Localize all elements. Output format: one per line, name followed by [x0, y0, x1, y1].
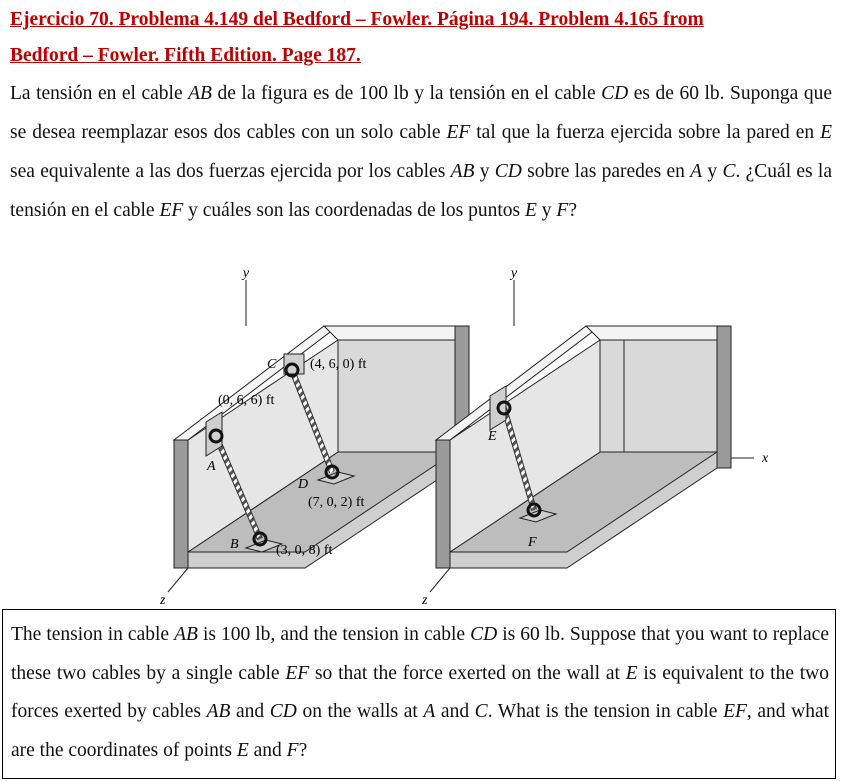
right-x-axis-label: x [762, 451, 769, 466]
problem-statement-spanish: La tensión en el cable AB de la figura es de 100 lb y la tensión en el cable CD es de 60 lb. Suponga que se desea reemplazar esos dos cables con un solo cable EF tal que la fuerza ejercida sobre la pared en E sea equivalente a las dos fuerzas ejercida por los cables AB y CD sobre las paredes en A y C. ¿Cuál es la tensión en el cable EF y cuáles son las coordenadas de los puntos E y F? [10, 83, 833, 221]
problem-statement-english-box [2, 609, 836, 779]
coord-b: (3, 0, 8) ft [276, 543, 333, 558]
right-diagram [421, 266, 769, 608]
label-d: D [298, 477, 309, 492]
label-f: F [528, 535, 537, 550]
left-z-axis [168, 568, 188, 592]
coord-c: (4, 6, 0) ft [310, 357, 367, 372]
coord-d: (7, 0, 2) ft [308, 495, 365, 510]
right-z-axis-label: z [422, 593, 428, 608]
label-e: E [488, 429, 497, 444]
label-a: A [207, 459, 216, 474]
left-z-axis-label: z [160, 593, 166, 608]
cable-wall-figure [160, 262, 769, 608]
right-z-axis [430, 568, 450, 592]
label-c: C [267, 357, 277, 372]
label-b: B [230, 537, 239, 552]
heading-line-2: Bedford – Fowler. Fifth Edition. Page 187. [10, 45, 361, 66]
heading-line-1: Ejercicio 70. Problema 4.149 del Bedford – Fowler. Página 194. Problem 4.165 from [10, 9, 704, 30]
anchor-c [284, 354, 304, 376]
problem-statement-english: The tension in cable AB is 100 lb, and the tension in cable CD is 60 lb. Suppose that you want to replace these two cables by a single cable EF so that the force exerted on the wall at E is equivalent to the two forces exerted by cables AB and CD on the walls at A and C. What is the tension in cable EF, and what are the coordinates of points E and F? [11, 624, 830, 762]
left-y-axis-label: y [242, 266, 250, 281]
coord-a: (0, 6, 6) ft [218, 393, 275, 408]
heading [10, 2, 832, 74]
right-back-wall [600, 340, 624, 452]
right-y-axis-label: y [510, 266, 518, 281]
